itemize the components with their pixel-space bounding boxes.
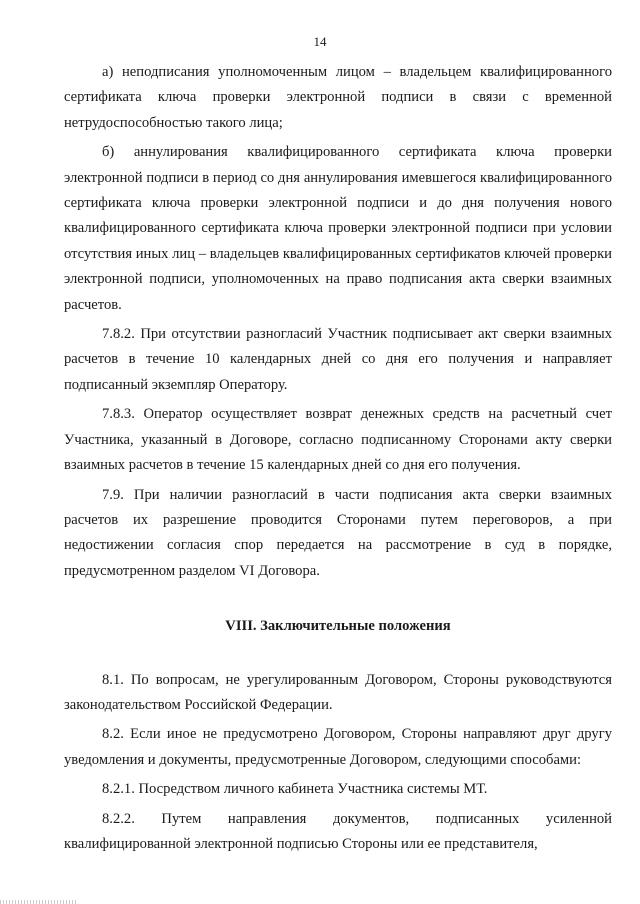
paragraph-7-8-1-a: а) неподписания уполномоченным лицом – владельцем квалифицированного сертификата ключа проверки электронной подписи в связи с временной нетрудоспособностью такого лица; — [64, 64, 612, 131]
paragraph-8-2-2: 8.2.2. Путем направления документов, подписанных усиленной квалифицированной электронной подписью Стороны или ее представителя, — [64, 810, 612, 852]
page-number: 14 — [313, 34, 327, 49]
document-body — [64, 60, 612, 861]
paragraph-7-8-3: 7.8.3. Оператор осуществляет возврат денежных средств на расчетный счет Участника, указанный в Договоре, согласно подписанному Сторонами акту сверки взаимных расчетов в течение 15 календарных дней со дня его получения. — [64, 406, 612, 474]
paragraph-7-8-2: 7.8.2. При отсутствии разногласий Участник подписывает акт сверки взаимных расчетов в течение 10 календарных дней со дня его получения и направляет подписанный экземпляр Оператору. — [64, 326, 612, 393]
paragraph-7-9: 7.9. При наличии разногласий в части подписания акта сверки взаимных расчетов их разрешение проводится Сторонами путем переговоров, а при недостижении согласия спор передается на рассмотрение в суд в порядке, предусмотренном разделом VI Договора. — [64, 486, 612, 579]
section-heading: VIII. Заключительные положения — [225, 618, 451, 635]
scan-edge-mark — [0, 900, 78, 904]
paragraph-7-8-1-b: б) аннулирования квалифицированного сертификата ключа проверки электронной подписи в период со дня аннулирования имевшегося квалифицированного сертификата ключа проверки электронной подписи и до дня получения нового квалифицированного сертификата ключа проверки электронной подписи при условии отсутствия иных лиц – владельцев квалифицированных сертификатов ключей проверки электронной подписи, уполномоченных на право подписания акта сверки взаимных расчетов. — [64, 144, 612, 313]
paragraph-8-1: 8.1. По вопросам, не урегулированным Договором, Стороны руководствуются законодательством Российской Федерации. — [64, 671, 612, 713]
paragraph-8-2-1: 8.2.1. Посредством личного кабинета Участника системы МТ. — [102, 781, 488, 798]
paragraph-8-2: 8.2. Если иное не предусмотрено Договором, Стороны направляют друг другу уведомления и документы, предусмотренные Договором, следующими способами: — [64, 726, 612, 768]
